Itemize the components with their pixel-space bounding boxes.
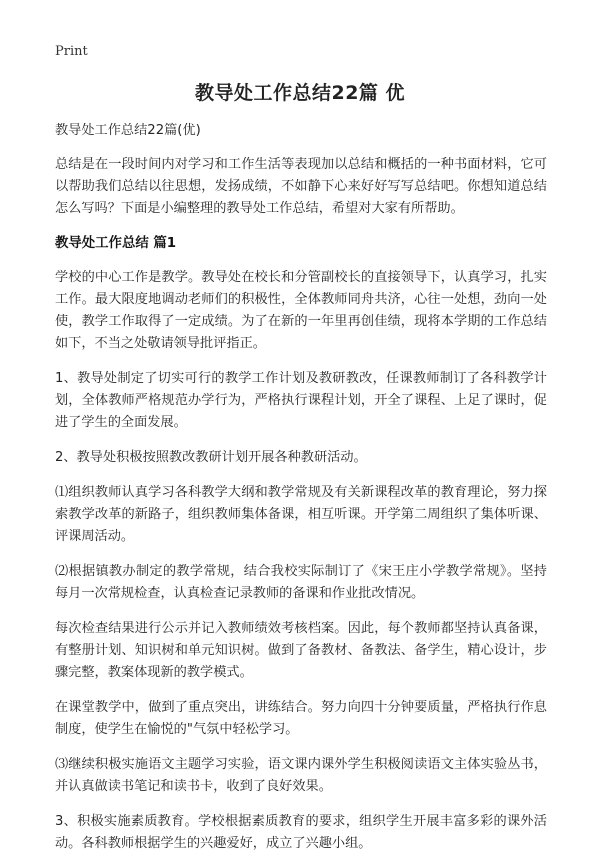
body-paragraph: ⑴组织教师认真学习各科教学大纲和教学常规及有关新课程改革的教育理论，努力探索教学改革的新路子，组织教师集体备课，相互听课。开学第二周组织了集体听课、评课周活动。 [55,485,547,544]
section-heading: 教导处工作总结 篇1 [55,236,177,251]
document-body [55,120,547,868]
print-link[interactable]: Print [55,44,88,59]
body-paragraph: 每次检查结果进行公示并记入教师绩效考核档案。因此，每个教师都坚持认真备课，有整册计划、知识树和单元知识树。做到了备教材、备教法、备学生，精心设计，步骤完整，教案体现新的教学模式。 [55,621,547,680]
intro-paragraph: 总结是在一段时间内对学习和工作生活等表现加以总结和概括的一种书面材料，它可以帮助我们总结以往思想，发扬成绩，不如静下心来好好写写总结吧。你想知道总结怎么写吗？下面是小编整理的教导处工作总结，希望对大家有所帮助。 [55,157,547,216]
body-paragraph: 1、教导处制定了切实可行的教学工作计划及教研教改，任课教师制订了各科教学计划，全体教师严格规范办学行为，严格执行课程计划，开全了课程、上足了课时，促进了学生的全面发展。 [55,371,547,430]
body-paragraph: 学校的中心工作是教学。教导处在校长和分管副校长的直接领导下，认真学习，扎实工作。最大限度地调动老师们的积极性，全体教师同舟共济，心往一处想，劲向一处使，教学工作取得了一定成绩。为了在新的一年里再创佳绩，现将本学期的工作总结如下，不当之处敬请领导批评指正。 [55,270,547,351]
body-paragraph: ⑶继续积极实施语文主题学习实验，语文课内课外学生积极阅读语文主体实验丛书，并认真做读书笔记和读书卡，收到了良好效果。 [55,757,547,794]
body-paragraph: 在课堂教学中，做到了重点突出，讲练结合。努力向四十分钟要质量，严格执行作息制度，使学生在愉悦的"气氛中轻松学习。 [55,700,547,737]
body-paragraph: ⑵根据镇教办制定的教学常规，结合我校实际制订了《宋王庄小学教学常规》。坚持每月一次常规检查，认真检查记录教师的备课和作业批改情况。 [55,564,547,601]
document-subtitle: 教导处工作总结22篇(优) [55,123,201,138]
body-paragraph: 3、积极实施素质教育。学校根据素质教育的要求，组织学生开展丰富多彩的课外活动。各科教师根据学生的兴趣爱好，成立了兴趣小组。 [55,814,547,851]
page-title: 教导处工作总结22篇 优 [194,82,406,104]
body-paragraph: 2、教导处积极按照教改教研计划开展各种教研活动。 [55,450,367,465]
